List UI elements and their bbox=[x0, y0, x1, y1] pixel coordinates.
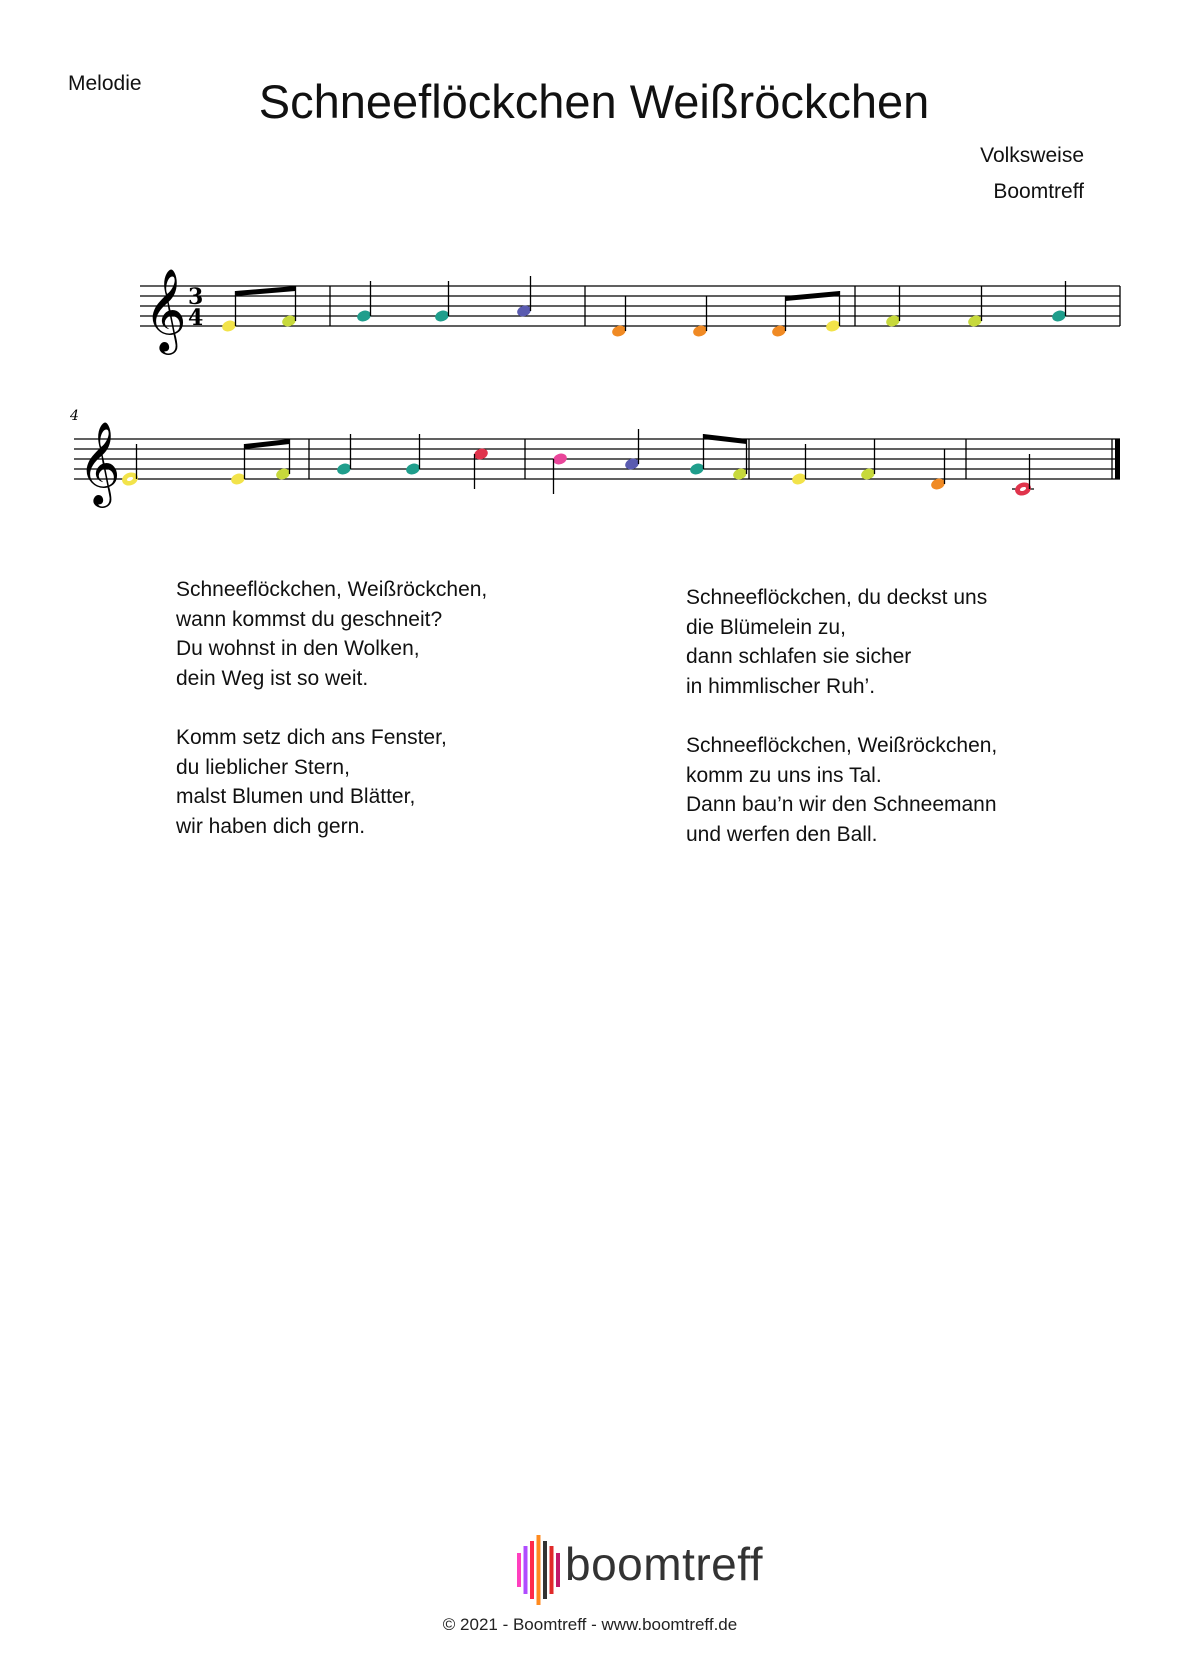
notes-layer bbox=[122, 276, 1068, 496]
logo-bar bbox=[556, 1553, 560, 1587]
beam bbox=[786, 291, 840, 301]
lyric-line: du lieblicher Stern, bbox=[176, 755, 350, 779]
lyric-line: Komm setz dich ans Fenster, bbox=[176, 726, 447, 749]
sheet-label: Melodie bbox=[68, 72, 142, 95]
note-e bbox=[221, 319, 238, 334]
time-signature-top: 3 bbox=[188, 284, 204, 310]
logo-bar bbox=[524, 1546, 528, 1594]
final-barline bbox=[1115, 439, 1120, 479]
verse-2 bbox=[176, 723, 447, 841]
verse-1 bbox=[176, 575, 487, 693]
boomtreff-logo-icon bbox=[515, 1535, 565, 1605]
lyric-line: wir haben dich gern. bbox=[176, 814, 366, 838]
logo-wordmark: boomtreff bbox=[565, 1538, 763, 1590]
measure-number: 4 bbox=[70, 408, 79, 424]
song-title: Schneeflöckchen Weißröckchen bbox=[258, 75, 930, 128]
note-g bbox=[434, 309, 451, 324]
lyric-line: Schneeflöckchen, du deckst uns bbox=[686, 586, 988, 609]
lyric-line: Dann bau’n wir den Schneemann bbox=[686, 793, 997, 816]
lyric-line: komm zu uns ins Tal. bbox=[686, 763, 882, 787]
note-g bbox=[405, 462, 422, 477]
lyric-line: in himmlischer Ruh’. bbox=[686, 674, 876, 698]
treble-clef-icon: 𝄞 bbox=[144, 267, 187, 351]
lyric-line: Schneeflöckchen, Weißröckchen, bbox=[176, 578, 488, 601]
beam bbox=[704, 434, 747, 444]
treble-clef-icon: 𝄞 bbox=[78, 420, 121, 504]
lyric-line: dann schlafen sie sicher bbox=[686, 645, 912, 668]
note-b bbox=[552, 452, 569, 467]
lyric-line: dein Weg ist so weit. bbox=[176, 666, 369, 690]
note-g bbox=[336, 462, 353, 477]
lyric-line: wann kommst du geschneit? bbox=[176, 607, 443, 631]
note-e bbox=[791, 472, 808, 487]
copyright: © 2021 - Boomtreff - www.boomtreff.de bbox=[442, 1615, 738, 1634]
verse-4 bbox=[686, 731, 997, 849]
beam bbox=[236, 286, 296, 296]
lyric-line: malst Blumen und Blätter, bbox=[176, 785, 416, 808]
time-signature-bottom: 4 bbox=[188, 305, 204, 331]
lyric-line: die Blümelein zu, bbox=[686, 615, 846, 639]
logo-bar bbox=[550, 1546, 554, 1594]
lyric-line: Du wohnst in den Wolken, bbox=[176, 637, 420, 660]
lyric-line: und werfen den Ball. bbox=[686, 822, 878, 846]
note-g bbox=[1051, 309, 1068, 324]
composer: Volksweise bbox=[980, 144, 1084, 167]
barlines bbox=[309, 286, 1120, 479]
note-g bbox=[356, 309, 373, 324]
logo-bar bbox=[517, 1553, 521, 1587]
music-score bbox=[0, 240, 1180, 530]
logo-bar bbox=[543, 1541, 547, 1599]
lyric-line: Schneeflöckchen, Weißröckchen, bbox=[686, 734, 998, 757]
staff-system-2 bbox=[74, 439, 1120, 479]
logo-bar bbox=[530, 1541, 534, 1599]
verse-3 bbox=[686, 583, 987, 701]
logo-bar bbox=[537, 1535, 541, 1605]
note-e bbox=[825, 319, 842, 334]
note-e bbox=[230, 472, 247, 487]
arranger: Boomtreff bbox=[993, 180, 1084, 203]
beam bbox=[245, 439, 290, 449]
note-g bbox=[689, 462, 706, 477]
